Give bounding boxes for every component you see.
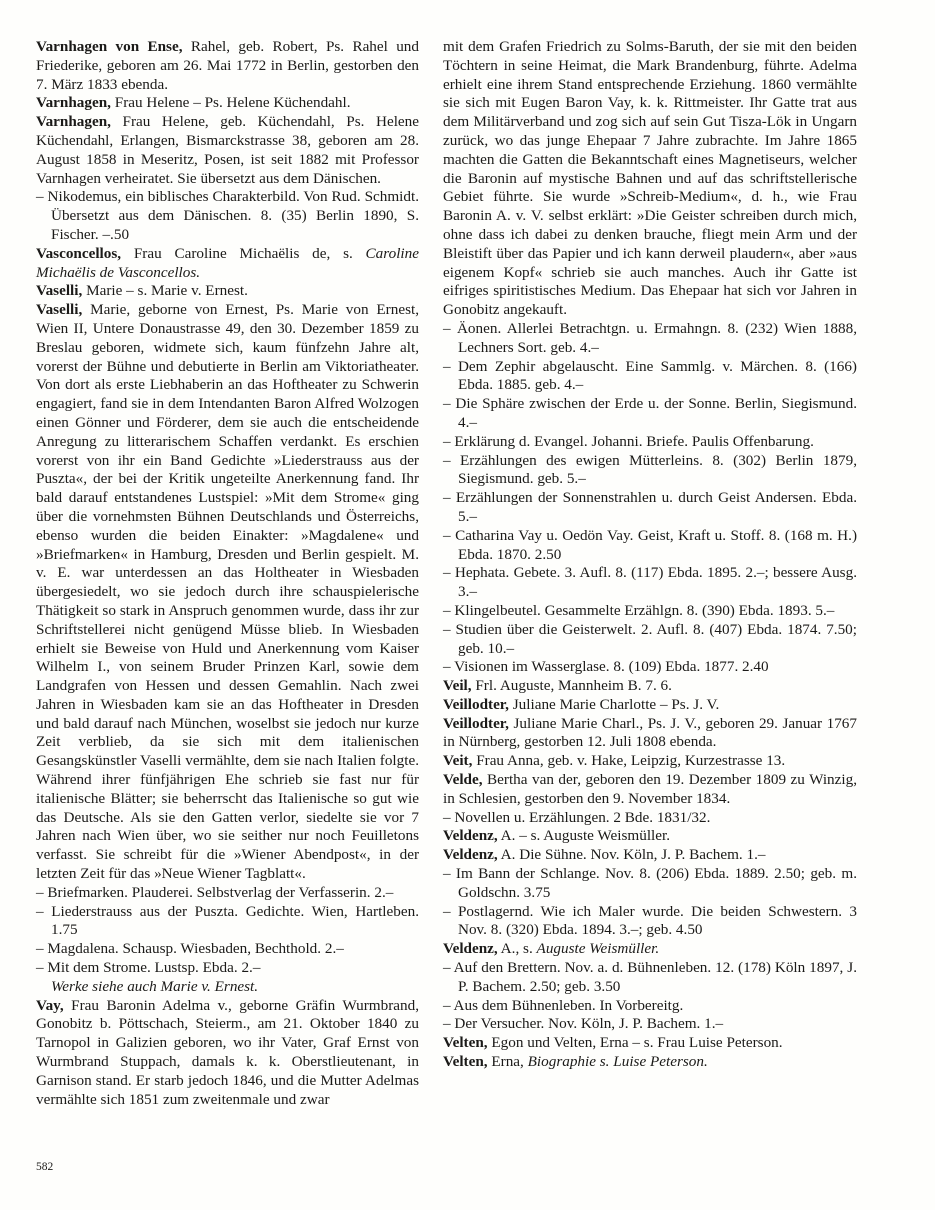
- entry-continuation: [443, 38, 857, 320]
- entry-text: – Visionen im Wasserglase. 8. (109) Ebda. 1877. 2.40: [443, 658, 769, 676]
- entry-text: – Dem Zephir abgelauscht. Eine Sammlg. v. Märchen. 8. (166) Ebda. 1885. geb. 4.–: [443, 357, 857, 394]
- entry-text: – Novellen u. Erzählungen. 2 Bde. 1831/32.: [443, 808, 711, 826]
- lexicon-entry: [443, 715, 857, 753]
- entry-headword: Veldenz,: [443, 940, 498, 958]
- entry-text: Erna,: [487, 1053, 528, 1071]
- bibliography-item: [443, 959, 857, 997]
- entry-text: – Studien über die Geisterwelt. 2. Aufl. 8. (407) Ebda. 1874. 7.50; geb. 10.–: [443, 620, 857, 657]
- entry-headword: Veillodter,: [443, 714, 509, 732]
- bibliography-item: [36, 188, 419, 244]
- lexicon-entry: [443, 752, 857, 771]
- lexicon-entry: [443, 1034, 857, 1053]
- page-number: 582: [36, 1161, 54, 1173]
- text-columns: [36, 38, 857, 1109]
- entry-text: Marie – s. Marie v. Ernest.: [82, 282, 248, 300]
- bibliography-item: [36, 940, 419, 959]
- bibliography-item: [443, 997, 857, 1016]
- entry-text: Rahel, geb. Robert, Ps. Rahel und Friederike, geboren am 26. Mai 1772 in Berlin, gestorben den 7. März 1833 ebenda.: [36, 38, 419, 93]
- bibliography-item: [443, 452, 857, 490]
- bibliography-item: [443, 395, 857, 433]
- lexicon-entry: [36, 245, 419, 283]
- entry-text: – Briefmarken. Plauderei. Selbstverlag der Verfasserin. 2.–: [36, 883, 394, 901]
- entry-headword: Veldenz,: [443, 827, 498, 845]
- entry-text: – Aus dem Bühnenleben. In Vorbereitg.: [443, 996, 684, 1014]
- entry-headword: Varnhagen von Ense,: [36, 38, 183, 55]
- entry-headword: Vaselli,: [36, 301, 83, 319]
- entry-text: – Catharina Vay u. Oedön Vay. Geist, Kraft u. Stoff. 8. (168 m. H.) Ebda. 1870. 2.50: [443, 526, 857, 563]
- entry-text: – Liederstrauss aus der Puszta. Gedichte. Wien, Hartleben. 1.75: [36, 902, 419, 939]
- entry-text: – Die Sphäre zwischen der Erde u. der Sonne. Berlin, Siegismund. 4.–: [443, 395, 857, 431]
- entry-text: – Im Bann der Schlange. Nov. 8. (206) Ebda. 1889. 2.50; geb. m. Goldschn. 3.75: [443, 865, 857, 901]
- entry-text: – Nikodemus, ein biblisches Charakterbild. Von Rud. Schmidt. Übersetzt aus dem Dänischen. 8. (35) Berlin 1890, S. Fischer. –.50: [36, 188, 419, 243]
- bibliography-item: [36, 903, 419, 941]
- entry-text: – Hephata. Gebete. 3. Aufl. 8. (117) Ebda. 1895. 2.–; bessere Ausg. 3.–: [443, 564, 857, 601]
- bibliography-item: [443, 489, 857, 527]
- entry-text: Juliane Marie Charlotte – Ps. J. V.: [508, 695, 720, 713]
- bibliography-item: [443, 903, 857, 941]
- left-column: [36, 38, 419, 1109]
- lexicon-entry: [36, 282, 419, 301]
- entry-text: – Auf den Brettern. Nov. a. d. Bühnenleben. 12. (178) Köln 1897, J. P. Bachem. 2.50; geb. 3.50: [443, 959, 857, 995]
- lexicon-entry: [36, 301, 419, 884]
- lexicon-entry: [443, 771, 857, 809]
- entry-text: Frau Caroline Michaëlis de, s.: [121, 244, 366, 262]
- entry-text: Frl. Auguste, Mannheim B. 7. 6.: [471, 677, 672, 695]
- lexicon-entry: [443, 940, 857, 959]
- entry-text: – Erzählungen der Sonnenstrahlen u. durch Geist Andersen. Ebda. 5.–: [443, 489, 857, 525]
- right-column: [443, 38, 857, 1109]
- bibliography-item: [443, 809, 857, 828]
- cross-reference: Caroline Michaëlis de Vasconcellos.: [36, 244, 419, 281]
- entry-headword: Varnhagen,: [36, 113, 111, 131]
- entry-text: Egon und Velten, Erna – s. Frau Luise Peterson.: [487, 1034, 783, 1052]
- bibliography-item: [443, 433, 857, 452]
- entry-text: Frau Baronin Adelma v., geborne Gräfin Wurmbrand, Gonobitz b. Pöttschach, Steierm., am 21. Oktober 1840 zu Tarnopol in Galizien geboren, wo ihr Vater, Graf Ernst von Wurmbrand Stuppach, damals k. k. Oberstlieutenant, in Garnison stand. Er starb jedoch 1846, und die Mutter Adelmas vermählte sich 1851 zum zweitenmale und zwar: [36, 996, 419, 1108]
- entry-text: – Erzählungen des ewigen Mütterleins. 8. (302) Berlin 1879, Siegismund. geb. 5.–: [443, 451, 857, 488]
- entry-text: – Erklärung d. Evangel. Johanni. Briefe. Paulis Offenbarung.: [443, 432, 814, 450]
- lexicon-entry: [443, 696, 857, 715]
- entry-text: – Magdalena. Schausp. Wiesbaden, Bechthold. 2.–: [36, 940, 344, 958]
- entry-text: Bertha van der, geboren den 19. Dezember 1809 zu Winzig, in Schlesien, gestorben den 9. November 1834.: [443, 771, 857, 807]
- entry-text: – Postlagernd. Wie ich Maler wurde. Die beiden Schwestern. 3 Nov. 8. (320) Ebda. 1894. 3.–; geb. 4.50: [443, 902, 857, 939]
- bibliography-item: [443, 1015, 857, 1034]
- entry-headword: Veillodter,: [443, 695, 509, 713]
- lexicon-entry: [443, 827, 857, 846]
- entry-text: – Mit dem Strome. Lustsp. Ebda. 2.–: [36, 959, 261, 977]
- lexicon-entry: [443, 677, 857, 696]
- entry-headword: Varnhagen,: [36, 94, 111, 112]
- entry-headword: Vay,: [36, 996, 64, 1014]
- bibliography-item: [443, 658, 857, 677]
- entry-headword: Veldenz,: [443, 846, 498, 864]
- bibliography-item: [443, 602, 857, 621]
- entry-text: – Der Versucher. Nov. Köln, J. P. Bachem. 1.–: [443, 1015, 724, 1033]
- lexicon-entry: [36, 997, 419, 1110]
- lexicon-entry: [36, 38, 419, 94]
- bibliography-item: [36, 884, 419, 903]
- works-note: [36, 978, 419, 997]
- bibliography-item: [443, 564, 857, 602]
- entry-headword: Vaselli,: [36, 282, 83, 300]
- bibliography-item: [36, 959, 419, 978]
- entry-headword: Vasconcellos,: [36, 244, 122, 262]
- entry-text: Juliane Marie Charl., Ps. J. V., geboren 29. Januar 1767 in Nürnberg, gestorben 12. Juli 1808 ebenda.: [443, 714, 857, 751]
- bibliography-item: [443, 358, 857, 396]
- entry-text: Frau Helene, geb. Küchendahl, Ps. Helene Küchendahl, Erlangen, Bismarckstrasse 38, geboren am 28. August 1858 in Meseritz, Posen, ist seit 1882 mit Professor Varnhagen verheiratet. Sie übersetzt aus dem Dänischen.: [36, 113, 419, 187]
- entry-text: A. Die Sühne. Nov. Köln, J. P. Bachem. 1.–: [497, 846, 766, 864]
- bibliography-item: [443, 320, 857, 358]
- lexicon-entry: [36, 94, 419, 113]
- bibliography-item: [443, 865, 857, 903]
- entry-headword: Veil,: [443, 677, 472, 695]
- cross-reference: Auguste Weismüller.: [536, 940, 660, 958]
- lexicon-entry: [36, 113, 419, 188]
- entry-text: A., s.: [497, 940, 537, 958]
- cross-reference: Biographie s. Luise Peterson.: [527, 1053, 708, 1071]
- lexicon-entry: [443, 1053, 857, 1072]
- entry-text: Frau Anna, geb. v. Hake, Leipzig, Kurzestrasse 13.: [472, 752, 786, 770]
- entry-headword: Velten,: [443, 1034, 488, 1052]
- entry-headword: Velde,: [443, 771, 483, 789]
- entry-headword: Veit,: [443, 752, 473, 770]
- entry-text: – Klingelbeutel. Gesammelte Erzählgn. 8. (390) Ebda. 1893. 5.–: [443, 601, 835, 619]
- entry-text: – Äonen. Allerlei Betrachtgn. u. Ermahngn. 8. (232) Wien 1888, Lechners Sort. geb. 4.–: [443, 319, 857, 356]
- entry-text: Marie, geborne von Ernest, Ps. Marie von Ernest, Wien II, Untere Donaustrasse 49, den 30. Dezember 1859 zu Breslau geboren, widmete sich, kaum fünfzehn Jahre alt, vorerst der Bühne und debutierte in Berlin am Viktoriatheater. Von dort als erste Liebhaberin an das Hoftheater zu Schwerin engagiert, fand sie in dem Intendanten Baron Alfred Wolzogen einen Gönner und Förderer, dem sie auch die entscheidende Anregung zu litterarischem Schaffen verdankt. Es erschien vorerst von ihr ein Band Gedichte »Liederstrauss aus der Puszta«, der bei der Kritik ungeteilte Anerkennung fand. Ihr bald darauf entstandenes Lustspiel: »Mit dem Strome« ging über die vornehmsten Bühnen Deutschlands und Österreichs, ebenso wurden die beiden Einakter: »Magdalene« und »Briefmarken« in Hamburg, Dresden und Berlin gespielt. M. v. E. war unterdessen an das Holtheater in Wiesbaden übergesiedelt, wo sie jedoch durch ihre schauspielerische Thätigkeit so stark in Anspruch genommen wurde, dass ihr zur Schriftstellerei nicht genügend Müsse blieb. In Wiesbaden erhielt sie Beweise von Huld und Anerkennung vom Kaiser Wilhelm I., von seinem Bruder Prinzen Karl, sowie dem Landgrafen von Hessen und dessen Gemahlin. Nach zwei Jahren in Wiesbaden kam sie an das Hoftheater in Dresden und bald darauf nach München, woselbst sie jedoch nur kurze Zeit verblieb, da sie sich mit dem italienischen Gesangskünstler Vaselli vermählte, dem sie nach Italien folgte. Während ihrer fünfjährigen Ehe schrieb sie fast nur für italienische Blätter; sie beherrscht das Italienische so gut wie das Deutsche. Als sie den Gatten verlor, siedelte sie vor 7 Jahren nach Wien über, wo sie seither nur noch Feuilletons verfasst. Sie schreibt für die »Wiener Abendpost«, in der letzten Zeit für das »Neue Wiener Tagblatt«.: [36, 301, 419, 883]
- cross-reference: Werke siehe auch Marie v. Ernest.: [51, 977, 259, 995]
- entry-headword: Velten,: [443, 1053, 488, 1071]
- entry-text: Frau Helene – Ps. Helene Küchendahl.: [110, 94, 351, 112]
- bibliography-item: [443, 527, 857, 565]
- lexicon-entry: [443, 846, 857, 865]
- bibliography-item: [443, 621, 857, 659]
- entry-text: A. – s. Auguste Weismüller.: [497, 827, 671, 845]
- entry-text: mit dem Grafen Friedrich zu Solms-Baruth, der sie mit den beiden Töchtern in seine Heimat, die Mark Brandenburg, führte. Adelma erhielt eine ihrem Stand entsprechende Erziehung. 1860 vermählte sie sich mit Eugen Baron Vay, k. k. Rittmeister. Ihr Gatte trat aus dem Militärverband und zog sich auf sein Gut Tisza-Lök in Ungarn zurück, wo das junge Ehepaar 7 Jahre zubrachte. Im Jahre 1865 machten die Gatten die Bekanntschaft eines Magnetiseurs, welcher die Baronin auf mystische Bahnen und auf das schriftstellerische Gebiet führte. Sie wurde »Schreib-Medium«, d. h., wie Frau Baronin A. v. V. selbst erklärt: »Die Geister schreiben durch mich, ohne dass ich dabei zu denken brauche, fliegt mein Arm und der Bleistift über das Papier und ich kann derweil plaudern«, aber »aus eigenem Kopf« schrieb sie auch manches. Auch ihr Gatte ist eifriges spiritistisches Medium. Das Ehepaar hat sich vor Jahren in Gonobitz angekauft.: [443, 38, 857, 319]
